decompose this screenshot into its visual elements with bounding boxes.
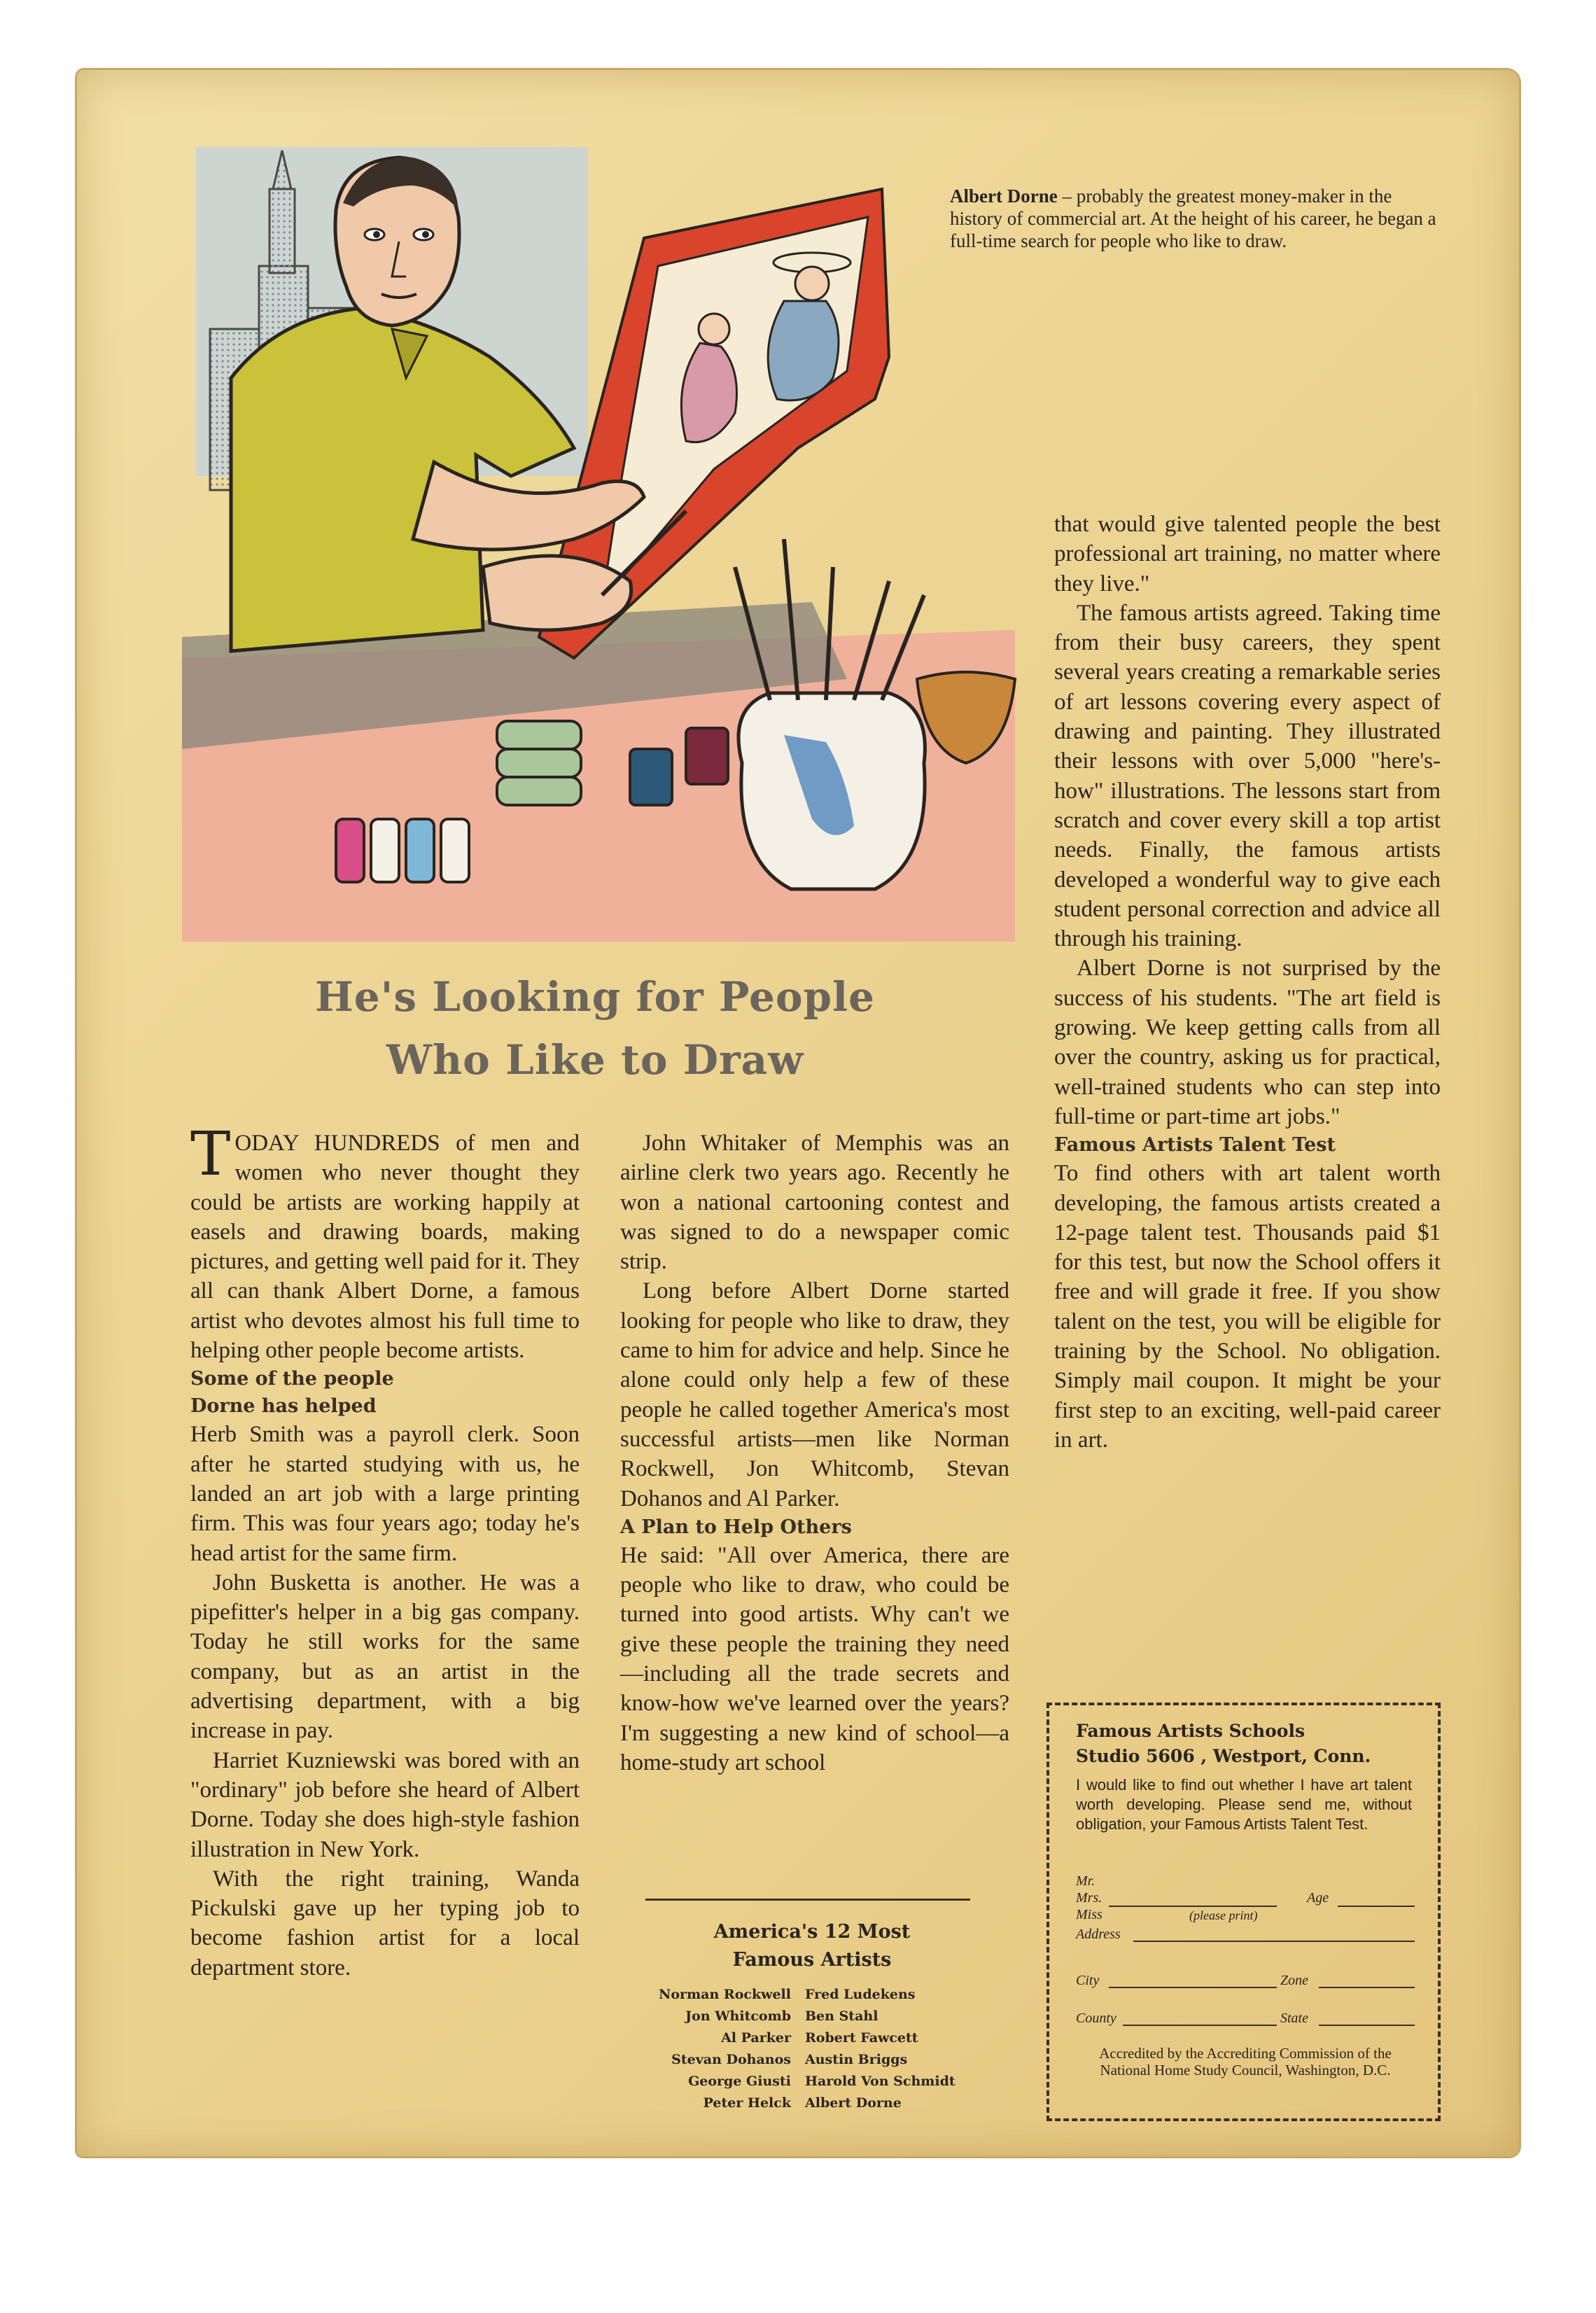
artist-name: Stevan Dohanos (671, 2052, 791, 2067)
intro-paragraph (190, 1119, 580, 1365)
artist-name: Al Parker (721, 2030, 791, 2046)
address-field[interactable] (1133, 1941, 1415, 1942)
column-3 (1054, 510, 1441, 1455)
artists-list-left (595, 1984, 791, 2114)
county-field[interactable] (1123, 2025, 1277, 2026)
paragraph-long-before: Long before Albert Dorne started looking for people who like to draw, they came to him for advice and help. Since he alone could only help a few of these people he called together America's most successful artists—men like Norman Rockwell, Jon Whitcomb, Stevan Dohanos and Al Parker. (620, 1278, 1009, 1511)
label-county: County (1076, 2011, 1116, 2026)
paint-tape-rolls (497, 721, 581, 805)
label-mr: Mr. (1076, 1873, 1096, 1889)
artist-name: Albert Dorne (805, 2095, 902, 2111)
coupon-school: Famous Artists Schools (1076, 1721, 1306, 1741)
artist-name: George Giusti (688, 2074, 791, 2089)
paragraph-wanda-pickulski: With the right training, Wanda Pickulski gave up her typing job to become fashion artist for a local department store. (190, 1866, 580, 1980)
drop-cap: T (190, 1119, 231, 1189)
column-2 (620, 1128, 1009, 1777)
label-city: City (1076, 1973, 1100, 1988)
artist-name: Peter Helck (703, 2095, 791, 2111)
city-field[interactable] (1109, 1987, 1277, 1988)
artists-title-line-1: America's 12 Most (713, 1921, 911, 1943)
label-mrs: Mrs. (1076, 1890, 1102, 1906)
coupon-body: I would like to find out whether I have art talent worth developing. Please send me, without obligation, your Famous Artists Talent Test. (1076, 1776, 1412, 1833)
paragraph-he-said: He said: "All over America, there are people who like to draw, who could be turned into good artists. Why can't we give these people the training they need—including all the trade secrets and know-how we've learned over the years? I'm suggesting a new kind of school—a home-study art school (620, 1542, 1009, 1775)
column-1 (190, 1119, 580, 1983)
albert-dorne-illustration (182, 147, 1022, 942)
headline-line-2: Who Like to Draw (386, 1036, 804, 1084)
illustration-caption (950, 185, 1440, 252)
subhead-talent-test: Famous Artists Talent Test (1054, 1134, 1336, 1156)
paragraph-artists-agreed: The famous artists agreed. Taking time from their busy careers, they spent several years creating a remarkable series of art lessons covering every aspect of drawing and painting. They illustrated their lessons with over 5,000 "here's-how" illustrations. The lessons start from scratch and cover every skill a top artist needs. Finally, the famous artists developed a wonderful way to give each student personal correction and advice all through his training. (1054, 600, 1441, 952)
paragraph-talented-people: that would give talented people the best professional art training, no matter where they live." (1054, 512, 1441, 596)
mail-in-coupon[interactable] (1046, 1703, 1441, 2121)
headline-line-1: He's Looking for People (314, 973, 876, 1021)
state-field[interactable] (1319, 2025, 1415, 2026)
name-field[interactable] (1109, 1906, 1277, 1907)
artists-list-right (805, 1984, 1015, 2114)
subhead-people-helped: Some of the people Dorne has helped (190, 1368, 394, 1418)
divider-rule (645, 1899, 970, 1901)
paragraph-john-busketta: John Busketta is another. He was a pipefitter's helper in a big gas company. Today he still works for the same company, but as an artist in the advertising department, with a big increase in pay. (190, 1570, 580, 1744)
paragraph-dorne-not-surprised: Albert Dorne is not surprised by the success of his students. "The art field is growing. We keep getting calls from all over the country, asking us for practical, well-trained students who can step into full-time or part-time art jobs." (1054, 956, 1441, 1129)
label-please-print: (please print) (1189, 1908, 1258, 1922)
paragraph-talent-test: To find others with art talent worth developing, the famous artists created a 12-page talent test. Thousands paid $1 for this test, but now the School offers it free and will grade it free. If you show talent on the test, you will be eligible for training by the School. No obligation. Simply mail coupon. It might be your first step to an exciting, well-paid career in art. (1054, 1161, 1441, 1453)
artist-name: Ben Stahl (805, 2008, 878, 2024)
artist-name: Harold Von Schmidt (805, 2074, 955, 2089)
label-zone: Zone (1280, 1973, 1308, 1988)
artist-name: Norman Rockwell (659, 1987, 791, 2002)
subhead-plan-to-help: A Plan to Help Others (620, 1516, 852, 1538)
label-address: Address (1076, 1927, 1121, 1942)
intro-text: ODAY HUNDREDS of men and women who never thought they could be artists are working happily at easels and drawing boards, making pictures, and getting well paid for it. They all can thank Albert Dorne, a famous artist who devotes almost his full time to helping other people become artists. (190, 1131, 580, 1364)
artist-name: Robert Fawcett (805, 2030, 918, 2046)
artist-name: Austin Briggs (805, 2052, 908, 2067)
artist-name: Jon Whitcomb (685, 2008, 791, 2024)
label-miss: Miss (1076, 1907, 1102, 1922)
artists-title-line-2: Famous Artists (732, 1949, 892, 1971)
paragraph-herb-smith: Herb Smith was a payroll clerk. Soon after he started studying with us, he landed an art job with a large printing firm. This was four years ago; today he's head artist for the same firm. (190, 1422, 580, 1566)
zone-field[interactable] (1319, 1987, 1415, 1988)
paragraph-harriet-kuzniewski: Harriet Kuzniewski was bored with an "ordinary" job before she heard of Albert Dorne. Today she does high-style fashion illustration in New York. (190, 1747, 580, 1862)
label-age: Age (1307, 1890, 1329, 1906)
artist-name: Fred Ludekens (805, 1987, 916, 2002)
coupon-accreditation: Accredited by the Accrediting Commission of the National Home Study Council, Washington, D.C. (1099, 2045, 1392, 2078)
age-field[interactable] (1338, 1906, 1415, 1907)
label-state: State (1280, 2011, 1308, 2026)
artists-box-title (616, 1918, 1008, 1974)
caption-name: Albert Dorne (950, 186, 1058, 207)
coupon-address: Studio 5606 , Westport, Conn. (1076, 1746, 1371, 1766)
caption-text: – probably the greatest money-maker in the history of commercial art. At the height of his career, he began a full-time search for people who like to draw. (950, 186, 1436, 251)
paragraph-john-whitaker: John Whitaker of Memphis was an airline clerk two years ago. Recently he won a national cartooning contest and was signed to do a newspaper comic strip. (620, 1131, 1009, 1275)
